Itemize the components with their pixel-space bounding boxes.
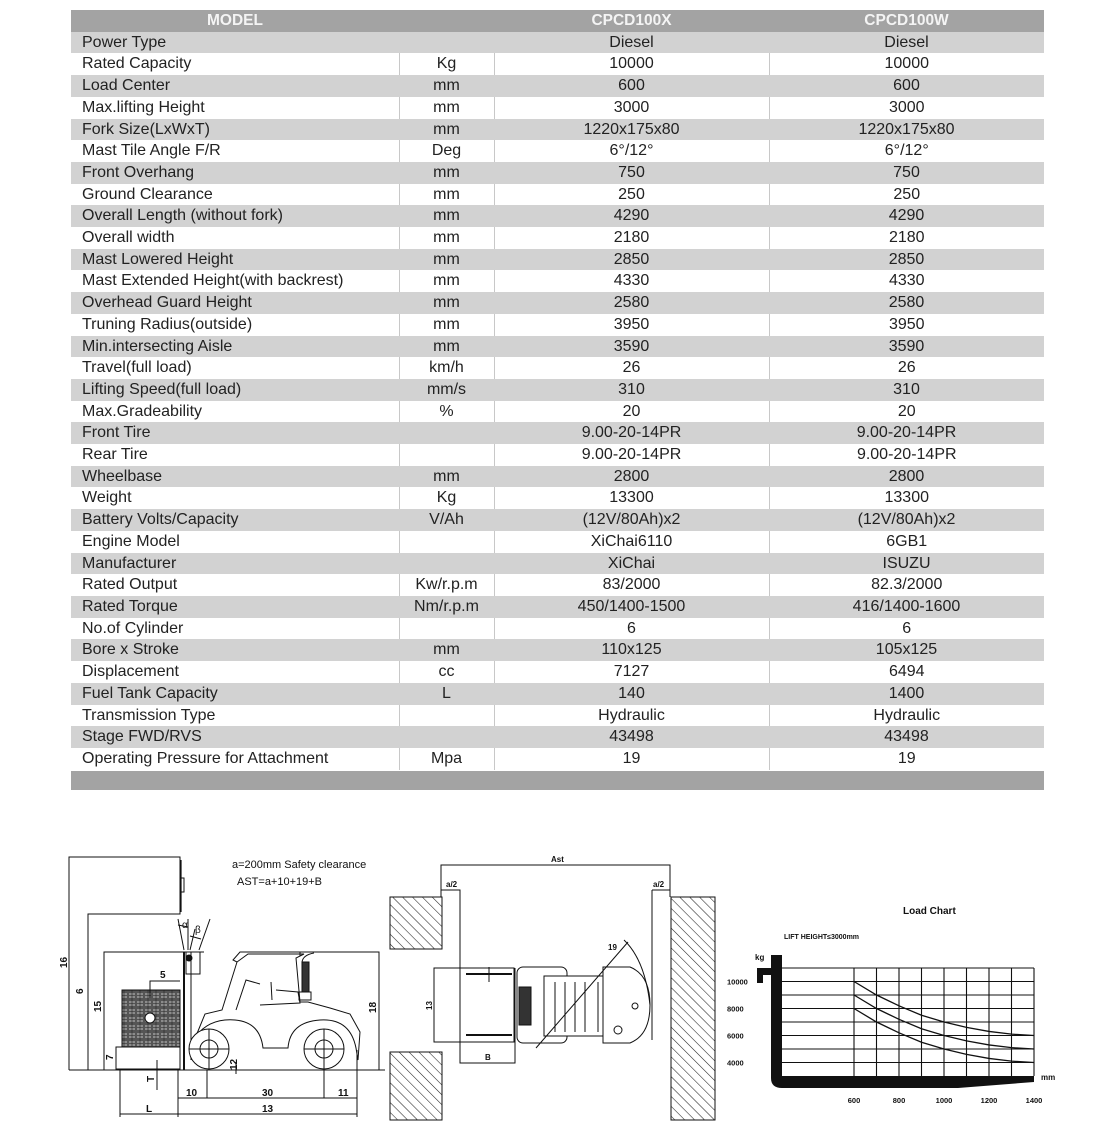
spec-unit: mm [399, 227, 494, 249]
svg-text:16: 16 [59, 956, 70, 968]
spec-name: Battery Volts/Capacity [71, 509, 399, 531]
spec-unit: V/Ah [399, 509, 494, 531]
spec-value-cpcd100w: 3000 [769, 97, 1044, 119]
svg-text:13: 13 [425, 1001, 434, 1010]
spec-value-cpcd100x: 2850 [494, 249, 769, 271]
header-model-1: CPCD100X [494, 10, 769, 32]
y-axis-unit: kg [755, 953, 765, 962]
load-chart [727, 906, 1055, 1105]
spec-value-cpcd100w: 13300 [769, 487, 1044, 509]
spec-unit: Deg [399, 140, 494, 162]
spec-value-cpcd100x: 3590 [494, 336, 769, 358]
spec-name: Lifting Speed(full load) [71, 379, 399, 401]
spec-name: Mast Tile Angle F/R [71, 140, 399, 162]
ast-formula-note: AST=a+10+19+B [237, 876, 323, 888]
spec-name: Mast Lowered Height [71, 249, 399, 271]
spec-name: Min.intersecting Aisle [71, 336, 399, 358]
spec-name: Engine Model [71, 531, 399, 553]
spec-name: Travel(full load) [71, 357, 399, 379]
spec-value-cpcd100w: 750 [769, 162, 1044, 184]
spec-value-cpcd100w: 2850 [769, 249, 1044, 271]
spec-name: Load Center [71, 75, 399, 97]
spec-name: Displacement [71, 661, 399, 683]
header-model: MODEL [71, 10, 399, 32]
spec-name: Fuel Tank Capacity [71, 683, 399, 705]
spec-name: Ground Clearance [71, 184, 399, 206]
spec-unit: % [399, 401, 494, 423]
svg-text:11: 11 [338, 1088, 349, 1099]
spec-name: Truning Radius(outside) [71, 314, 399, 336]
svg-text:30: 30 [262, 1088, 274, 1099]
svg-text:10: 10 [186, 1088, 198, 1099]
spec-value-cpcd100w: 3950 [769, 314, 1044, 336]
spec-name: No.of Cylinder [71, 618, 399, 640]
spec-unit: Nm/r.p.m [399, 596, 494, 618]
svg-text:1400: 1400 [1025, 1096, 1043, 1105]
spec-value-cpcd100w: 2580 [769, 292, 1044, 314]
spec-value-cpcd100x: 13300 [494, 487, 769, 509]
spec-value-cpcd100x: 2580 [494, 292, 769, 314]
spec-name: Wheelbase [71, 466, 399, 488]
spec-value-cpcd100w: 4290 [769, 205, 1044, 227]
spec-name: Operating Pressure for Attachment [71, 748, 399, 770]
spec-value-cpcd100x: Hydraulic [494, 705, 769, 727]
spec-name: Front Overhang [71, 162, 399, 184]
spec-value-cpcd100x: 4290 [494, 205, 769, 227]
spec-name: Power Type [71, 32, 399, 54]
spec-unit: mm [399, 97, 494, 119]
spec-value-cpcd100x: 600 [494, 75, 769, 97]
spec-unit: Mpa [399, 748, 494, 770]
spec-value-cpcd100x: 3000 [494, 97, 769, 119]
spec-unit: mm [399, 205, 494, 227]
svg-text:L: L [146, 1104, 153, 1115]
svg-text:5: 5 [160, 970, 166, 981]
spec-value-cpcd100x: 3950 [494, 314, 769, 336]
spec-unit: km/h [399, 357, 494, 379]
spec-value-cpcd100x: XiChai6110 [494, 531, 769, 553]
svg-text:18: 18 [368, 1001, 379, 1013]
side-view-labels [59, 859, 379, 1115]
spec-name: Weight [71, 487, 399, 509]
spec-value-cpcd100x: 7127 [494, 661, 769, 683]
spec-unit: mm [399, 314, 494, 336]
spec-unit: cc [399, 661, 494, 683]
spec-value-cpcd100w: 2180 [769, 227, 1044, 249]
svg-text:8000: 8000 [727, 1004, 744, 1014]
spec-name: Rear Tire [71, 444, 399, 466]
spec-unit: mm [399, 292, 494, 314]
spec-name: Overall width [71, 227, 399, 249]
spec-value-cpcd100x: 1220x175x80 [494, 119, 769, 141]
spec-value-cpcd100w: 3590 [769, 336, 1044, 358]
spec-value-cpcd100w: 6GB1 [769, 531, 1044, 553]
x-tick-labels [848, 1096, 1043, 1105]
spec-value-cpcd100x: 10000 [494, 53, 769, 75]
spec-unit: mm [399, 639, 494, 661]
spec-value-cpcd100x: 9.00-20-14PR [494, 422, 769, 444]
spec-name: Transmission Type [71, 705, 399, 727]
spec-unit: mm [399, 249, 494, 271]
spec-value-cpcd100x: 6 [494, 618, 769, 640]
spec-value-cpcd100w: 1400 [769, 683, 1044, 705]
spec-unit: mm [399, 336, 494, 358]
spec-value-cpcd100x: 20 [494, 401, 769, 423]
svg-text:α: α [182, 920, 188, 931]
svg-text:600: 600 [847, 1096, 861, 1105]
svg-text:4000: 4000 [727, 1058, 744, 1068]
spec-value-cpcd100w: 9.00-20-14PR [769, 444, 1044, 466]
spec-value-cpcd100x: 250 [494, 184, 769, 206]
spec-value-cpcd100x: (12V/80Ah)x2 [494, 509, 769, 531]
spec-name: Rated Torque [71, 596, 399, 618]
spec-unit: Kg [399, 487, 494, 509]
spec-unit: mm [399, 162, 494, 184]
spec-value-cpcd100x: 2180 [494, 227, 769, 249]
spec-value-cpcd100x: 310 [494, 379, 769, 401]
svg-text:1000: 1000 [935, 1096, 953, 1105]
spec-value-cpcd100w: 26 [769, 357, 1044, 379]
spec-unit: mm [399, 184, 494, 206]
spec-value-cpcd100x: 450/1400-1500 [494, 596, 769, 618]
spec-unit: mm [399, 270, 494, 292]
spec-value-cpcd100x: XiChai [494, 553, 769, 575]
load-chart-subtitle: LIFT HEIGHT≤3000mm [784, 934, 860, 941]
spec-unit: mm [399, 466, 494, 488]
spec-name: Manufacturer [71, 553, 399, 575]
spec-value-cpcd100x: Diesel [494, 32, 769, 54]
spec-value-cpcd100w: Diesel [769, 32, 1044, 54]
spec-value-cpcd100w: Hydraulic [769, 705, 1044, 727]
spec-value-cpcd100x: 2800 [494, 466, 769, 488]
spec-value-cpcd100w: 6494 [769, 661, 1044, 683]
spec-name: Overall Length (without fork) [71, 205, 399, 227]
spec-value-cpcd100x: 6°/12° [494, 140, 769, 162]
spec-value-cpcd100w: 600 [769, 75, 1044, 97]
spec-name: Front Tire [71, 422, 399, 444]
spec-value-cpcd100w: 6 [769, 618, 1044, 640]
spec-unit: Kw/r.p.m [399, 574, 494, 596]
svg-text:19: 19 [608, 943, 617, 952]
spec-unit: Kg [399, 53, 494, 75]
spec-value-cpcd100w: 2800 [769, 466, 1044, 488]
spec-name: Rated Capacity [71, 53, 399, 75]
svg-text:15: 15 [93, 1000, 104, 1012]
spec-value-cpcd100w: 310 [769, 379, 1044, 401]
spec-value-cpcd100w: 10000 [769, 53, 1044, 75]
safety-clearance-note: a=200mm Safety clearance [232, 859, 367, 871]
svg-text:12: 12 [229, 1058, 240, 1070]
spec-name: Max.Gradeability [71, 401, 399, 423]
svg-text:7: 7 [105, 1054, 116, 1060]
spec-value-cpcd100x: 110x125 [494, 639, 769, 661]
spec-value-cpcd100w: 250 [769, 184, 1044, 206]
spec-value-cpcd100x: 43498 [494, 726, 769, 748]
spec-value-cpcd100w: (12V/80Ah)x2 [769, 509, 1044, 531]
svg-text:a/2: a/2 [653, 880, 665, 889]
spec-name: Max.lifting Height [71, 97, 399, 119]
spec-name: Overhead Guard Height [71, 292, 399, 314]
aisle-top-view-diagram [390, 865, 715, 1120]
svg-text:β: β [195, 925, 201, 936]
spec-value-cpcd100x: 4330 [494, 270, 769, 292]
svg-text:6000: 6000 [727, 1031, 744, 1041]
svg-text:a/2: a/2 [446, 880, 458, 889]
spec-value-cpcd100x: 750 [494, 162, 769, 184]
spec-unit: mm [399, 119, 494, 141]
svg-text:T: T [146, 1075, 157, 1082]
spec-name: Fork Size(LxWxT) [71, 119, 399, 141]
load-chart-title: Load Chart [903, 906, 956, 917]
y-tick-labels [727, 978, 748, 1068]
svg-text:10000: 10000 [727, 977, 748, 987]
spec-value-cpcd100w: 43498 [769, 726, 1044, 748]
spec-value-cpcd100x: 19 [494, 748, 769, 770]
spec-value-cpcd100w: 416/1400-1600 [769, 596, 1044, 618]
spec-value-cpcd100x: 83/2000 [494, 574, 769, 596]
spec-value-cpcd100w: 1220x175x80 [769, 119, 1044, 141]
svg-text:Ast: Ast [551, 855, 564, 864]
svg-text:800: 800 [892, 1096, 906, 1105]
spec-value-cpcd100x: 9.00-20-14PR [494, 444, 769, 466]
forklift-side-view-diagram [69, 857, 385, 1117]
spec-unit: mm [399, 75, 494, 97]
svg-text:13: 13 [262, 1104, 274, 1115]
svg-text:1200: 1200 [980, 1096, 998, 1105]
spec-value-cpcd100w: 82.3/2000 [769, 574, 1044, 596]
spec-name: Stage FWD/RVS [71, 726, 399, 748]
svg-text:6: 6 [75, 988, 86, 994]
spec-unit: L [399, 683, 494, 705]
spec-value-cpcd100x: 26 [494, 357, 769, 379]
spec-value-cpcd100w: 105x125 [769, 639, 1044, 661]
spec-value-cpcd100w: 20 [769, 401, 1044, 423]
spec-value-cpcd100w: 9.00-20-14PR [769, 422, 1044, 444]
header-model-2: CPCD100W [769, 10, 1044, 32]
spec-value-cpcd100w: ISUZU [769, 553, 1044, 575]
spec-value-cpcd100w: 19 [769, 748, 1044, 770]
spec-name: Rated Output [71, 574, 399, 596]
spec-unit: mm/s [399, 379, 494, 401]
spec-name: Bore x Stroke [71, 639, 399, 661]
spec-value-cpcd100x: 140 [494, 683, 769, 705]
spec-value-cpcd100w: 6°/12° [769, 140, 1044, 162]
spec-name: Mast Extended Height(with backrest) [71, 270, 399, 292]
svg-text:B: B [485, 1053, 491, 1062]
spec-value-cpcd100w: 4330 [769, 270, 1044, 292]
x-axis-unit: mm [1041, 1073, 1056, 1082]
